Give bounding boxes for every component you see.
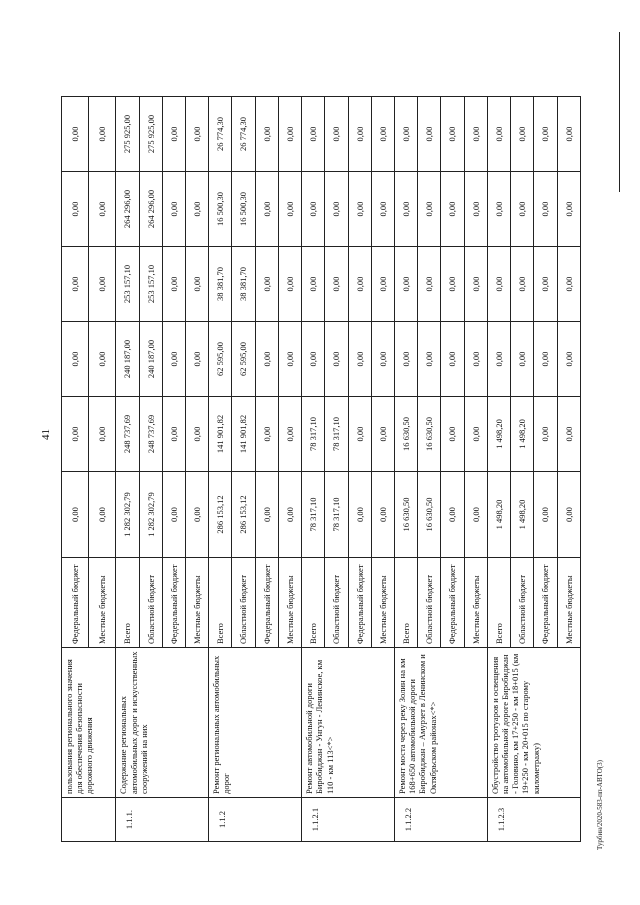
amount-cell: 0,00	[371, 472, 394, 558]
amount-cell: 0,00	[62, 247, 89, 322]
funding-source: Федеральный бюджет	[441, 558, 464, 648]
funding-source: Всего	[487, 558, 510, 648]
amount-cell: 0,00	[418, 97, 441, 172]
funding-source: Областной бюджет	[511, 558, 534, 648]
amount-cell: 264 296,00	[139, 172, 162, 247]
funding-source: Федеральный бюджет	[534, 558, 557, 648]
funding-source: Областной бюджет	[232, 558, 255, 648]
amount-cell: 0,00	[186, 397, 209, 472]
amount-cell: 0,00	[89, 397, 116, 472]
amount-cell: 1 282 302,79	[116, 472, 139, 558]
table-row	[62, 37, 89, 842]
amount-cell: 286 153,12	[209, 472, 232, 558]
amount-cell: 78 317,10	[325, 397, 348, 472]
amount-cell: 240 187,00	[116, 322, 139, 397]
amount-cell: 0,00	[186, 322, 209, 397]
amount-cell: 0,00	[278, 247, 301, 322]
table-row	[487, 37, 510, 842]
item-name: Ремонт моста через реку Золин на км 168+650 автомобильной дороги Биробиджан – Амурзет в Ленинском и Октябрьском районах<*>	[395, 648, 488, 798]
amount-cell: 0,00	[511, 97, 534, 172]
item-name: Обустройство тротуаров и освещения на автомобильной дороге Биробиджан - Головино, км 17+250 - км 18+015 (км 19+250 - км 20+015 по старому километражу)	[487, 648, 580, 798]
item-code: 1.1.2.2	[395, 798, 488, 842]
funding-source: Федеральный бюджет	[348, 558, 371, 648]
amount-cell: 141 901,82	[209, 397, 232, 472]
amount-cell: 16 630,50	[395, 397, 418, 472]
amount-cell: 0,00	[464, 172, 487, 247]
amount-cell: 0,00	[255, 397, 278, 472]
funding-source: Местные бюджеты	[186, 558, 209, 648]
amount-cell: 286 153,12	[232, 472, 255, 558]
amount-cell: 38 381,70	[209, 247, 232, 322]
amount-cell: 1 498,20	[511, 472, 534, 558]
amount-cell: 16 630,50	[418, 397, 441, 472]
amount-cell: 78 317,10	[325, 472, 348, 558]
amount-cell: 0,00	[89, 472, 116, 558]
amount-cell: 0,00	[62, 472, 89, 558]
amount-cell: 253 157,10	[116, 247, 139, 322]
amount-cell: 0,00	[62, 97, 89, 172]
amount-cell: 0,00	[325, 172, 348, 247]
amount-cell: 0,00	[418, 247, 441, 322]
amount-cell: 0,00	[302, 97, 325, 172]
amount-cell: 0,00	[348, 322, 371, 397]
amount-cell: 0,00	[162, 247, 185, 322]
amount-cell: 0,00	[348, 247, 371, 322]
item-name: Содержание региональных автомобильных дорог и искусственных сооружений на них	[116, 648, 209, 798]
amount-cell: 0,00	[255, 247, 278, 322]
amount-cell: 0,00	[534, 97, 557, 172]
amount-cell: 0,00	[511, 172, 534, 247]
amount-cell: 253 157,10	[139, 247, 162, 322]
amount-cell: 0,00	[278, 97, 301, 172]
amount-cell: 0,00	[487, 172, 510, 247]
amount-cell: 0,00	[255, 472, 278, 558]
table-row	[116, 37, 139, 842]
amount-cell: 0,00	[278, 322, 301, 397]
funding-source: Федеральный бюджет	[162, 558, 185, 648]
item-code: 1.1.1.	[116, 798, 209, 842]
amount-cell: 0,00	[255, 97, 278, 172]
amount-cell: 0,00	[557, 172, 580, 247]
amount-cell: 1 498,20	[511, 397, 534, 472]
amount-cell: 0,00	[255, 172, 278, 247]
amount-cell: 0,00	[325, 247, 348, 322]
amount-cell: 0,00	[511, 247, 534, 322]
rotated-table-wrapper	[61, 37, 581, 842]
amount-cell: 16 500,30	[232, 172, 255, 247]
item-code: 1.1.2	[209, 798, 302, 842]
item-name: пользования регионального значения для обеспечения безопасности дорожного движения	[62, 648, 116, 798]
amount-cell: 0,00	[557, 97, 580, 172]
funding-source: Местные бюджеты	[557, 558, 580, 648]
amount-cell: 141 901,82	[232, 397, 255, 472]
amount-cell: 0,00	[441, 97, 464, 172]
amount-cell: 0,00	[371, 397, 394, 472]
amount-cell: 26 774,30	[209, 97, 232, 172]
amount-cell: 0,00	[371, 172, 394, 247]
amount-cell: 0,00	[464, 472, 487, 558]
amount-cell: 0,00	[62, 322, 89, 397]
amount-cell: 38 381,70	[232, 247, 255, 322]
amount-cell: 240 187,00	[139, 322, 162, 397]
amount-cell: 0,00	[395, 247, 418, 322]
amount-cell: 0,00	[487, 322, 510, 397]
funding-source: Всего	[395, 558, 418, 648]
amount-cell: 16 630,50	[418, 472, 441, 558]
amount-cell: 264 296,00	[116, 172, 139, 247]
amount-cell: 0,00	[464, 397, 487, 472]
scan-edge-line	[619, 32, 620, 192]
amount-cell: 0,00	[186, 172, 209, 247]
item-name: Ремонт региональных автомобильных дорог	[209, 648, 302, 798]
amount-cell: 0,00	[371, 97, 394, 172]
amount-cell: 248 737,69	[116, 397, 139, 472]
amount-cell: 0,00	[557, 397, 580, 472]
amount-cell: 0,00	[395, 322, 418, 397]
amount-cell: 0,00	[441, 472, 464, 558]
amount-cell: 0,00	[371, 322, 394, 397]
amount-cell: 1 498,20	[487, 472, 510, 558]
funding-source: Местные бюджеты	[464, 558, 487, 648]
amount-cell: 0,00	[557, 322, 580, 397]
item-code: 1.1.2.3	[487, 798, 580, 842]
amount-cell: 0,00	[302, 172, 325, 247]
funding-source: Областной бюджет	[418, 558, 441, 648]
amount-cell: 0,00	[441, 247, 464, 322]
amount-cell: 26 774,30	[232, 97, 255, 172]
amount-cell: 0,00	[325, 322, 348, 397]
amount-cell: 0,00	[186, 472, 209, 558]
funding-source: Местные бюджеты	[278, 558, 301, 648]
amount-cell: 0,00	[162, 472, 185, 558]
amount-cell: 0,00	[348, 97, 371, 172]
amount-cell: 0,00	[89, 247, 116, 322]
funding-source: Областной бюджет	[325, 558, 348, 648]
amount-cell: 16 630,50	[395, 472, 418, 558]
funding-source: Местные бюджеты	[371, 558, 394, 648]
amount-cell: 0,00	[162, 97, 185, 172]
amount-cell: 0,00	[162, 397, 185, 472]
amount-cell: 0,00	[511, 322, 534, 397]
amount-cell: 1 498,20	[487, 397, 510, 472]
funding-source: Федеральный бюджет	[255, 558, 278, 648]
amount-cell: 0,00	[395, 172, 418, 247]
amount-cell: 0,00	[302, 322, 325, 397]
amount-cell: 0,00	[348, 472, 371, 558]
amount-cell: 0,00	[534, 172, 557, 247]
amount-cell: 0,00	[162, 172, 185, 247]
amount-cell: 0,00	[348, 397, 371, 472]
amount-cell: 0,00	[62, 397, 89, 472]
amount-cell: 0,00	[534, 322, 557, 397]
amount-cell: 275 925,00	[139, 97, 162, 172]
amount-cell: 0,00	[441, 172, 464, 247]
funding-source: Федеральный бюджет	[62, 558, 89, 648]
amount-cell: 62 595,00	[209, 322, 232, 397]
amount-cell: 0,00	[255, 322, 278, 397]
item-code: 1.1.2.1	[302, 798, 395, 842]
amount-cell: 0,00	[557, 247, 580, 322]
amount-cell: 0,00	[534, 472, 557, 558]
funding-source: Всего	[302, 558, 325, 648]
amount-cell: 0,00	[464, 97, 487, 172]
amount-cell: 0,00	[278, 472, 301, 558]
amount-cell: 0,00	[89, 97, 116, 172]
amount-cell: 0,00	[371, 247, 394, 322]
amount-cell: 0,00	[186, 97, 209, 172]
budget-table-body	[62, 37, 581, 842]
table-row	[395, 37, 418, 842]
amount-cell: 62 595,00	[232, 322, 255, 397]
amount-cell: 0,00	[186, 247, 209, 322]
budget-table	[61, 36, 581, 842]
amount-cell: 0,00	[464, 322, 487, 397]
item-code	[62, 798, 116, 842]
amount-cell: 0,00	[395, 97, 418, 172]
amount-cell: 0,00	[302, 247, 325, 322]
amount-cell: 0,00	[278, 397, 301, 472]
amount-cell: 0,00	[89, 322, 116, 397]
amount-cell: 0,00	[89, 172, 116, 247]
amount-cell: 78 317,10	[302, 397, 325, 472]
amount-cell: 0,00	[487, 247, 510, 322]
amount-cell: 0,00	[348, 172, 371, 247]
amount-cell: 0,00	[62, 172, 89, 247]
document-code: Турбин/2020-583-пп-АВТО(3)	[596, 760, 604, 850]
amount-cell: 1 282 302,79	[139, 472, 162, 558]
amount-cell: 0,00	[487, 97, 510, 172]
amount-cell: 0,00	[418, 172, 441, 247]
amount-cell: 78 317,10	[302, 472, 325, 558]
amount-cell: 0,00	[557, 472, 580, 558]
amount-cell: 16 500,30	[209, 172, 232, 247]
item-name: Ремонт автомобильной дороги Биробиджан - Унгун - Ленинское, км 110 - км 113<*>	[302, 648, 395, 798]
amount-cell: 0,00	[418, 322, 441, 397]
amount-cell: 248 737,69	[139, 397, 162, 472]
amount-cell: 0,00	[441, 322, 464, 397]
amount-cell: 0,00	[325, 97, 348, 172]
amount-cell: 0,00	[278, 172, 301, 247]
table-row	[302, 37, 325, 842]
funding-source: Местные бюджеты	[89, 558, 116, 648]
funding-source: Всего	[209, 558, 232, 648]
amount-cell: 0,00	[534, 247, 557, 322]
page-number: 41	[40, 429, 52, 440]
amount-cell: 0,00	[464, 247, 487, 322]
amount-cell: 275 925,00	[116, 97, 139, 172]
funding-source: Всего	[116, 558, 139, 648]
amount-cell: 0,00	[162, 322, 185, 397]
amount-cell: 0,00	[441, 397, 464, 472]
amount-cell: 0,00	[534, 397, 557, 472]
table-row	[209, 37, 232, 842]
funding-source: Областной бюджет	[139, 558, 162, 648]
